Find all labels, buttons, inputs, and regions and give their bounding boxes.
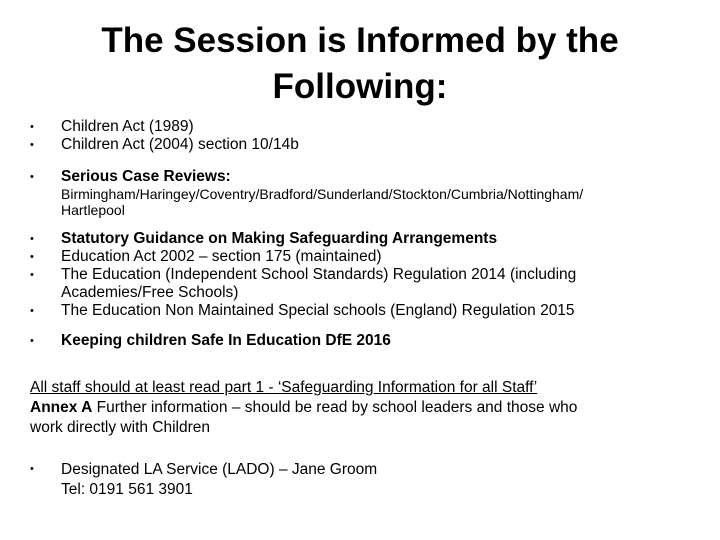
- bullet-item: [30, 230, 710, 248]
- bullet-text: Statutory Guidance on Making Safeguarding Arrangements: [61, 230, 498, 247]
- slide-title: [0, 18, 720, 110]
- note-line: All staff should at least read part 1 - ‘Safeguarding Information for all Staff’: [30, 379, 538, 396]
- bullet-text: Hartlepool: [61, 202, 125, 218]
- bullet-item: [30, 118, 710, 136]
- slide-title-line-2: Following:: [272, 67, 448, 106]
- bullet-item-kcsie: [30, 332, 710, 350]
- bullet-text: Children Act (2004) section 10/14b: [61, 136, 299, 153]
- bullet-item: [30, 302, 710, 320]
- bullet-list: [30, 118, 710, 350]
- bullet-text: Education Act 2002 – section 175 (maintained): [61, 248, 382, 265]
- bullet-heading: Serious Case Reviews:: [61, 168, 231, 185]
- bullet-item-lado: [30, 460, 710, 500]
- bullet-dot: •: [30, 121, 34, 133]
- bullet-text: Children Act (1989): [61, 118, 194, 135]
- bullet-dot: •: [30, 463, 34, 475]
- bullet-dot: •: [30, 171, 34, 183]
- bullet-dot: •: [30, 335, 34, 347]
- bullet-text: The Education (Independent School Standards) Regulation 2014 (including: [61, 266, 577, 283]
- note-line: [30, 398, 690, 418]
- annex-label: Annex A: [30, 399, 93, 416]
- bullet-dot: •: [30, 233, 34, 245]
- note-line: work directly with Children: [30, 419, 211, 436]
- bullet-text: Birmingham/Haringey/Coventry/Bradford/Sunderland/Stockton/Cumbria/Nottingham/: [61, 186, 584, 202]
- bullet-item-serious-case-reviews: [30, 168, 710, 218]
- bullet-dot: •: [30, 139, 34, 151]
- bullet-item: [30, 248, 710, 266]
- contact-list: [30, 460, 710, 500]
- bullet-text: The Education Non Maintained Special schools (England) Regulation 2015: [61, 302, 575, 319]
- annex-text: Further information – should be read by school leaders and those who: [92, 399, 578, 416]
- contact-line: Tel: 0191 561 3901: [61, 481, 193, 498]
- staff-reading-note: [30, 378, 690, 438]
- bullet-dot: •: [30, 251, 34, 263]
- contact-line: Designated LA Service (LADO) – Jane Groom: [61, 461, 378, 478]
- bullet-text: Academies/Free Schools): [61, 284, 239, 301]
- bullet-dot: •: [30, 269, 34, 281]
- bullet-dot: •: [30, 305, 34, 317]
- bullet-text: Keeping children Safe In Education DfE 2016: [61, 332, 391, 349]
- slide-title-line-1: The Session is Informed by the: [101, 21, 619, 60]
- bullet-item: [30, 266, 710, 302]
- bullet-item: [30, 136, 710, 154]
